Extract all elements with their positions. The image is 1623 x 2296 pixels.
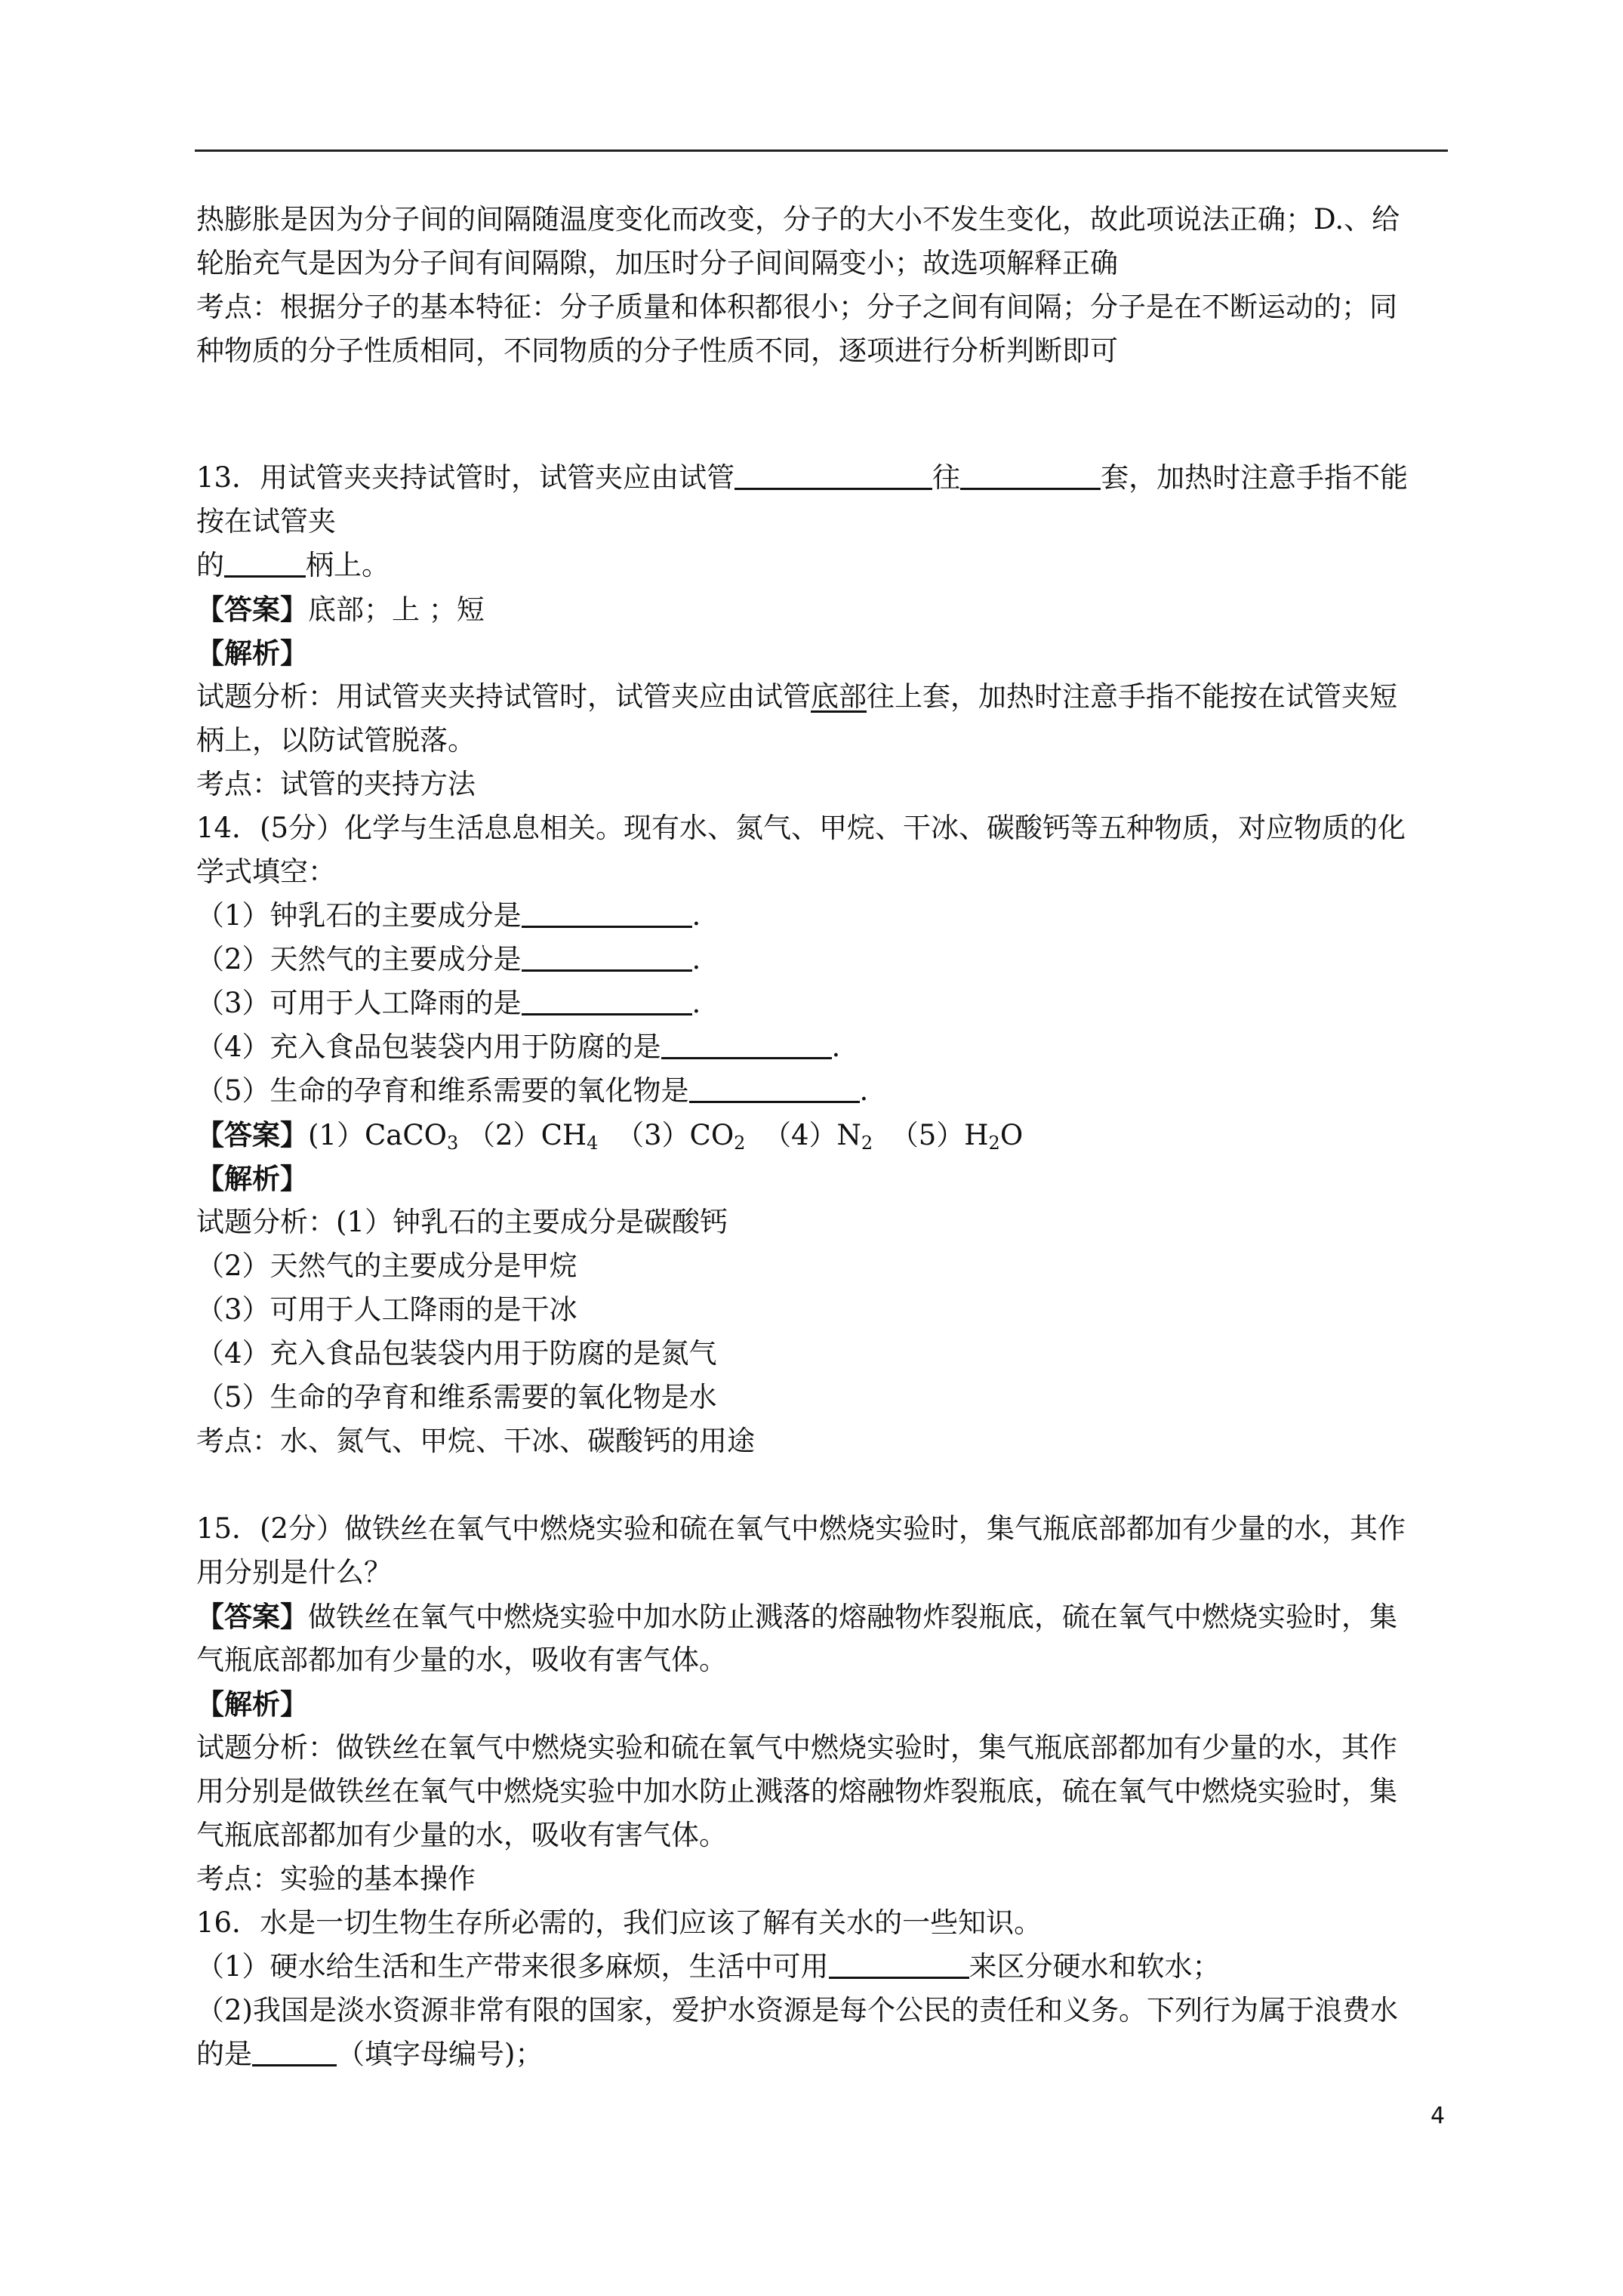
text-span: （5）生命的孕育和维系需要的氧化物是 bbox=[196, 1074, 689, 1107]
text-span: O bbox=[999, 1119, 1024, 1151]
text-span: 的是 bbox=[196, 2038, 252, 2070]
analysis-tag: 【解析】 bbox=[196, 1687, 308, 1721]
analysis-tag: 【解析】 bbox=[196, 636, 308, 670]
text-span: （2）天然气的主要成分是 bbox=[196, 943, 522, 975]
text-span: 往 bbox=[932, 461, 961, 494]
question-16-stem: 16．水是一切生物生存所必需的，我们应该了解有关水的一些知识。 bbox=[196, 1906, 1042, 1939]
text-span: （4）充入食品包装袋内用于防腐的是 bbox=[196, 1031, 661, 1063]
sub-question: （2)我国是淡水资源非常有限的国家，爱护水资源是每个公民的责任和义务。下列行为属于浪费水 bbox=[196, 1994, 1398, 2026]
analysis-tag: 【解析】 bbox=[196, 1162, 308, 1195]
sub-question bbox=[196, 894, 1449, 938]
analysis-line: 柄上，以防试管脱落。 bbox=[196, 724, 476, 757]
answer-blank bbox=[522, 898, 692, 928]
analysis-line: 用分别是做铁丝在氧气中燃烧实验中加水防止溅落的熔融物炸裂瓶底，硫在氧气中燃烧实验时，集 bbox=[196, 1775, 1397, 1808]
text-span: （5）H bbox=[890, 1119, 989, 1151]
text-span: (1）CaCO bbox=[308, 1119, 447, 1151]
analysis-line bbox=[196, 675, 1449, 719]
subscript: 4 bbox=[587, 1133, 599, 1154]
text-line bbox=[196, 544, 1449, 587]
answer-line bbox=[196, 587, 1449, 631]
key-point: 考点：试管的夹持方法 bbox=[196, 768, 476, 800]
answer-blank bbox=[689, 1074, 860, 1103]
question-14 bbox=[196, 806, 1449, 1463]
sub-question bbox=[196, 1025, 1449, 1069]
answer-line: 气瓶底部都加有少量的水，吸收有害气体。 bbox=[196, 1644, 727, 1676]
page-number: 4 bbox=[1431, 2103, 1446, 2129]
previous-question-tail bbox=[196, 198, 1449, 373]
answer-text: 做铁丝在氧气中燃烧实验中加水防止溅落的熔融物炸裂瓶底，硫在氧气中燃烧实验时，集 bbox=[308, 1601, 1397, 1633]
key-point: 考点：实验的基本操作 bbox=[196, 1863, 476, 1895]
answer-line bbox=[196, 1113, 1449, 1157]
text-line: 用分别是什么？ bbox=[196, 1556, 392, 1589]
sub-question bbox=[196, 1069, 1449, 1113]
analysis-line: （2）天然气的主要成分是甲烷 bbox=[196, 1250, 577, 1282]
sub-question bbox=[196, 938, 1449, 982]
question-16 bbox=[196, 1901, 1449, 2076]
text-span: （3）CO bbox=[615, 1119, 735, 1151]
analysis-line: 试题分析：(1）钟乳石的主要成分是碳酸钙 bbox=[196, 1206, 728, 1238]
sub-question bbox=[196, 1945, 1449, 1989]
subscript: 3 bbox=[447, 1133, 459, 1154]
document-body bbox=[196, 198, 1449, 2076]
question-14-stem: 14．(5分）化学与生活息息相关。现有水、氮气、甲烷、干冰、碳酸钙等五种物质，对应物质的化 bbox=[196, 812, 1406, 844]
text-line: 按在试管夹 bbox=[196, 505, 336, 538]
text-span: （1）钟乳石的主要成分是 bbox=[196, 899, 522, 932]
answer-blank bbox=[960, 461, 1101, 490]
text-span: 往上套，加热时注意手指不能按在试管夹短 bbox=[867, 680, 1397, 713]
text-span: （1）硬水给生活和生产带来很多麻烦，生活中可用 bbox=[196, 1950, 829, 1983]
text-span: （2）CH bbox=[467, 1119, 587, 1151]
key-point: 考点：水、氮气、甲烷、干冰、碳酸钙的用途 bbox=[196, 1425, 755, 1457]
subscript: 2 bbox=[988, 1133, 1000, 1154]
answer-blank bbox=[522, 986, 692, 1015]
question-15 bbox=[196, 1507, 1449, 1901]
question-15-stem: 15．(2分）做铁丝在氧气中燃烧实验和硫在氧气中燃烧实验时，集气瓶底部都加有少量的水，其作 bbox=[196, 1512, 1406, 1545]
text-span: . bbox=[831, 1031, 841, 1063]
text-line: 种物质的分子性质相同，不同物质的分子性质不同，逐项进行分析判断即可 bbox=[196, 334, 1118, 367]
text-span: . bbox=[691, 899, 701, 932]
analysis-line: （5）生命的孕育和维系需要的氧化物是水 bbox=[196, 1381, 717, 1413]
subscript: 2 bbox=[861, 1133, 873, 1154]
analysis-line: 试题分析：做铁丝在氧气中燃烧实验和硫在氧气中燃烧实验时，集气瓶底部都加有少量的水，其作 bbox=[196, 1731, 1397, 1764]
sub-question bbox=[196, 982, 1449, 1025]
text-span: 柄上。 bbox=[306, 549, 390, 581]
underlined-text: 底部 bbox=[811, 680, 867, 713]
answer-blank bbox=[252, 2037, 337, 2066]
text-span: 的 bbox=[196, 549, 224, 581]
subscript: 2 bbox=[734, 1133, 746, 1154]
text-span: （3）可用于人工降雨的是 bbox=[196, 987, 522, 1019]
text-span: . bbox=[691, 987, 701, 1019]
header-rule bbox=[195, 149, 1448, 152]
text-span: . bbox=[859, 1074, 869, 1107]
answer-text: 底部；上 ；短 bbox=[308, 593, 485, 626]
answer-tag: 【答案】 bbox=[196, 1600, 308, 1633]
text-span: 试题分析：用试管夹夹持试管时，试管夹应由试管 bbox=[196, 680, 811, 713]
text-span: 来区分硬水和软水； bbox=[969, 1950, 1221, 1983]
sub-question bbox=[196, 2032, 1449, 2076]
text-line: 考点：根据分子的基本特征：分子质量和体积都很小；分子之间有间隔；分子是在不断运动的；同 bbox=[196, 291, 1397, 323]
text-span: （4）N bbox=[762, 1119, 861, 1151]
text-line: 热膨胀是因为分子间的间隔随温度变化而改变，分子的大小不发生变化，故此项说法正确；D.、给 bbox=[196, 203, 1400, 236]
answer-line bbox=[196, 1595, 1449, 1638]
answer-tag: 【答案】 bbox=[196, 1118, 308, 1151]
answer-blank bbox=[735, 461, 932, 490]
question-13-stem bbox=[196, 456, 1449, 500]
text-span: （填字母编号)； bbox=[337, 2038, 544, 2070]
answer-blank bbox=[224, 548, 306, 578]
analysis-line: 气瓶底部都加有少量的水，吸收有害气体。 bbox=[196, 1819, 727, 1851]
text-span: 套，加热时注意手指不能 bbox=[1101, 461, 1409, 494]
analysis-line: （4）充入食品包装袋内用于防腐的是氮气 bbox=[196, 1337, 717, 1370]
text-span: 13．用试管夹夹持试管时，试管夹应由试管 bbox=[196, 461, 735, 494]
question-13 bbox=[196, 456, 1449, 806]
answer-blank bbox=[522, 942, 692, 972]
answer-blank bbox=[661, 1030, 832, 1059]
text-line: 轮胎充气是因为分子间有间隔隙，加压时分子间间隔变小；故选项解释正确 bbox=[196, 247, 1118, 279]
answer-tag: 【答案】 bbox=[196, 593, 308, 626]
analysis-line: （3）可用于人工降雨的是干冰 bbox=[196, 1293, 577, 1326]
answer-blank bbox=[829, 1949, 969, 1979]
text-span: . bbox=[691, 943, 701, 975]
text-line: 学式填空： bbox=[196, 855, 336, 888]
